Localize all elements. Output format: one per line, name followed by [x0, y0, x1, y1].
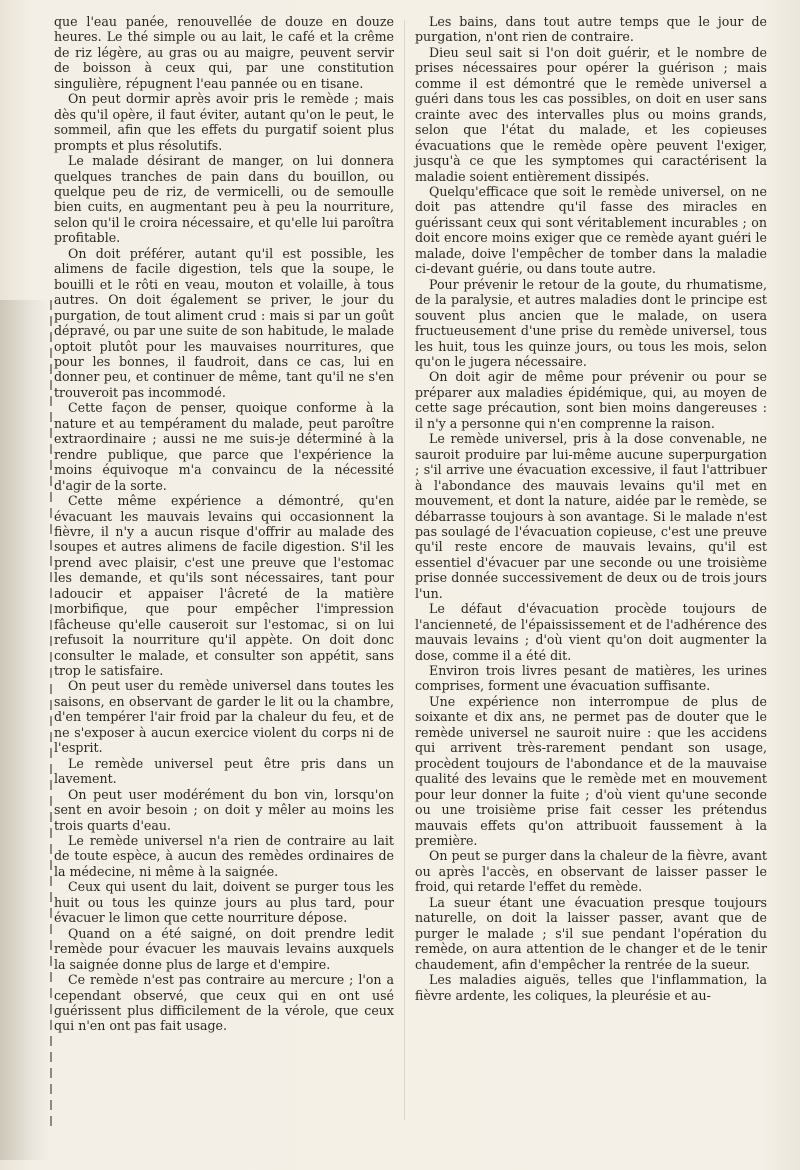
right-text-column	[415, 14, 767, 1003]
paragraph: La sueur étant une évacuation presque toujours naturelle, on doit la laisser passer, avant que de purger le malade ; s'il sue pendant l'opération du remède, on aura attention de le changer et de le tenir chaudement, afin d'empêcher la rentrée de la sueur.	[415, 894, 767, 972]
paragraph: Cette façon de penser, quoique conforme à la nature et au tempérament du malade, peut paroître extraordinaire ; aussi ne me suis-je déterminé à la rendre publique, que parce que l'expérience la moins équivoque m'a convaincu de la nécessité d'agir de la sorte.	[54, 400, 394, 493]
paragraph: On doit préférer, autant qu'il est possible, les alimens de facile digestion, tels que la soupe, le bouilli et le rôti en veau, mouton et volaille, à tous autres. On doit également se priver, le jour du purgation, de tout aliment crud : mais si par un goût dépravé, ou par une suite de son habitude, le malade optoit plutôt pour les mauvaises nourritures, que pour les bonnes, il faudroit, dans ce cas, lui en donner peu, et continuer de même, tant qu'il ne s'en trouveroit pas incommodé.	[54, 245, 394, 400]
binding-margin	[50, 300, 52, 1130]
paragraph: Le défaut d'évacuation procède toujours de l'ancienneté, de l'épaississement et de l'adhérence des mauvais levains ; d'où vient qu'on doit augmenter la dose, comme il a été dit.	[415, 601, 767, 663]
paragraph: Les bains, dans tout autre temps que le jour de purgation, n'ont rien de contraire.	[415, 14, 767, 45]
paragraph: On doit agir de même pour prévenir ou pour se préparer aux maladies épidémique, qui, au moyen de cette sage précaution, sont bien moins dangereuses : il n'y a personne qui n'en comprenne la raison.	[415, 369, 767, 431]
paragraph: Quand on a été saigné, on doit prendre ledit remède pour évacuer les mauvais levains auxquels la saignée donne plus de large et d'empire.	[54, 925, 394, 972]
left-text-column	[54, 14, 394, 1034]
paragraph: Pour prévenir le retour de la goute, du rhumatisme, de la paralysie, et autres maladies dont le principe est souvent plus ancien que le malade, on usera fructueusement d'une prise du remède universel, tous les huit, tous les quinze jours, ou tous les mois, selon qu'on le jugera nécessaire.	[415, 276, 767, 369]
paragraph: Environ trois livres pesant de matières, les urines comprises, forment une évacuation suffisante.	[415, 663, 767, 694]
paragraph: On peut user modérément du bon vin, lorsqu'on sent en avoir besoin ; on doit y mêler au moins les trois quarts d'eau.	[54, 786, 394, 833]
column-divider	[404, 20, 405, 1120]
paragraph: Quelqu'efficace que soit le remède universel, on ne doit pas attendre qu'il fasse des miracles en guérissant ceux qui sont véritablement incurables ; on doit encore moins exiger que ce remède ayant guéri le malade, doive l'empêcher de tomber dans la maladie ci-devant guérie, ou dans toute autre.	[415, 183, 767, 277]
paragraph: Une expérience non interrompue de plus de soixante et dix ans, ne permet pas de douter que le remède universel ne sauroit nuire : que les accidens qui arrivent très-rarement pendant son usage, procèdent toujours de l'abondance et de la mauvaise qualité des levains que le remède met en mouvement pour leur donner la fuite ; d'où vient qu'une seconde ou une troisième prise fait cesser les prétendus mauvais effets qu'on attribuoit faussement à la première.	[415, 693, 767, 849]
paragraph: Le remède universel peut être pris dans un lavement.	[54, 755, 394, 787]
paragraph: On peut user du remède universel dans toutes les saisons, en observant de garder le lit ou la chambre, d'en tempérer l'air froid par la chaleur du feu, et de ne s'exposer à aucun exercice violent du corps ni de l'esprit.	[54, 678, 394, 756]
paragraph: Le malade désirant de manger, on lui donnera quelques tranches de pain dans du bouillon, ou quelque peu de riz, de vermicelli, ou de semoulle bien cuits, en augmentant peu à peu la nourriture, selon qu'il le croira nécessaire, et qu'elle lui paroîtra profitable.	[54, 153, 394, 246]
paragraph: Les maladies aiguës, telles que l'inflammation, la fièvre ardente, les coliques, la pleurésie et au-	[415, 972, 767, 1003]
paragraph: On peut dormir après avoir pris le remède ; mais dès qu'il opère, il faut éviter, autant qu'on le peut, le sommeil, afin que les effets du purgatif soient plus prompts et plus résolutifs.	[54, 91, 394, 153]
paragraph: Le remède universel n'a rien de contraire au lait de toute espèce, à aucun des remèdes ordinaires de la médecine, ni même à la saignée.	[54, 833, 394, 879]
paragraph: Le remède universel, pris à la dose convenable, ne sauroit produire par lui-même aucune superpurgation ; s'il arrive une évacuation excessive, il faut l'attribuer à l'abondance des mauvais levains qu'il met en mouvement, et dont la nature, aidée par le remède, se débarrasse toujours à son avantage. Si le malade n'est pas soulagé de l'évacuation copieuse, c'est une preuve qu'il reste encore de mauvais levains, qu'il est essentiel d'évacuer par une seconde ou une troisième prise donnée successivement de deux ou de trois jours l'un.	[415, 431, 767, 601]
paragraph: Ce remède n'est pas contraire au mercure ; l'on a cependant observé, que ceux qui en ont usé guérissent plus difficilement de la vérole, que ceux qui n'en ont pas fait usage.	[54, 972, 394, 1034]
paragraph: que l'eau panée, renouvellée de douze en douze heures. Le thé simple ou au lait, le café et la crême de riz légère, au gras ou au maigre, peuvent servir de boisson à ceux qui, par une constitution singulière, répugnent l'eau pannée ou en tisane.	[54, 14, 394, 91]
gutter-shadow	[0, 300, 48, 1160]
paragraph: On peut se purger dans la chaleur de la fièvre, avant ou après l'accès, en observant de laisser passer le froid, qui retarde l'effet du remède.	[415, 848, 767, 895]
paragraph: Dieu seul sait si l'on doit guérir, et le nombre de prises nécessaires pour opérer la guérison ; mais comme il est démontré que le remède universel a guéri dans tous les cas possibles, on doit en user sans crainte avec des intervalles plus ou moins grands, selon que l'état du malade, et les copieuses évacuations que le remède opère peuvent l'exiger, jusqu'à ce que les symptomes qui caractérisent la maladie soient entièrement dissipés.	[415, 44, 767, 184]
paragraph: Cette même expérience a démontré, qu'en évacuant les mauvais levains qui occasionnent la fièvre, il n'y a aucun risque d'offrir au malade des soupes et autres alimens de facile digestion. S'il les prend avec plaisir, c'est une preuve que l'estomac les demande, et qu'ils sont nécessaires, tant pour adoucir et appaiser l'âcreté de la matière morbifique, que pour empêcher l'impression fâcheuse qu'elle causeroit sur l'estomac, si on lui refusoit la nourriture qu'il appète. On doit donc consulter le malade, et consulter son appétit, sans trop le satisfaire.	[54, 493, 394, 679]
paragraph: Ceux qui usent du lait, doivent se purger tous les huit ou tous les quinze jours au plus tard, pour évacuer le limon que cette nourriture dépose.	[54, 879, 394, 926]
